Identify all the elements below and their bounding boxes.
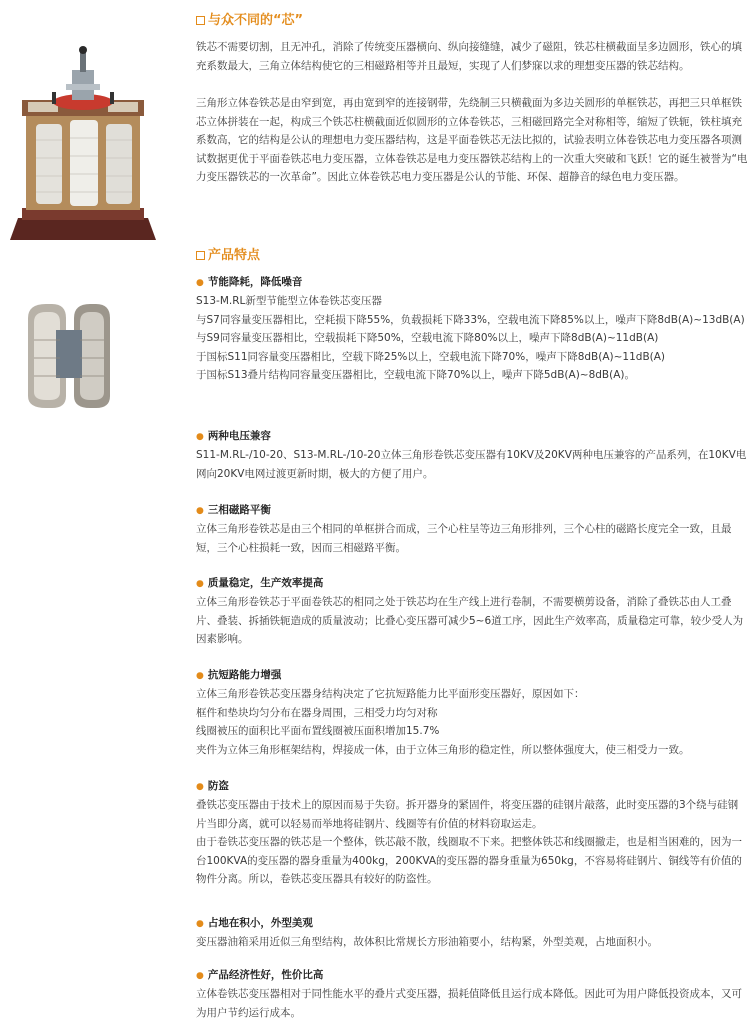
feature-heading: ● 两种电压兼容	[196, 430, 271, 442]
feature-body: 立体三角形卷铁芯于平面卷铁芯的相同之处于铁芯均在生产线上进行卷制，不需要横剪设备，消除了叠铁芯由人工叠片、叠装、拆插铁轭造成的质量波动；比叠心变压器可减少5~6道工序，因此生产效率高，质量稳定可靠，较少受人为因素影响。	[196, 596, 744, 646]
core-intro-paragraph: 铁芯不需要切割，且无冲孔，消除了传统变压器横向、纵向接缝缝，减少了磁阻，铁芯柱横截面呈多边圆形，铁心的填充系数最大，三角立体结构使它的三相磁路相等并且最短，实现了人们梦寐以求的理想变压器的铁芯结构。	[196, 41, 742, 72]
product-images	[0, 0, 190, 1030]
bullet-dot-icon: ●	[196, 278, 204, 288]
section-title-features: 产品特点	[196, 244, 260, 263]
bullet-dot-icon: ●	[196, 671, 204, 681]
feature-body: 立体三角形卷铁芯变压器身结构决定了它抗短路能力比平面形变压器好，原因如下： 框件和垫块均匀分布在器身周围，三相受力均匀对称 线圈被压的面积比平面布置线圈被压面积增加15.7% 夹件为立体三角形框架结构，焊接成一体，由于立体三角形的稳定性，所以整体强度大，使三相受力一致。	[196, 688, 690, 756]
transformer-photo	[8, 40, 158, 250]
feature-heading: ● 防盗	[196, 780, 229, 792]
content-column	[196, 0, 748, 1030]
bullet-dot-icon: ●	[196, 579, 204, 589]
feature-heading: ● 占地在积小，外型美观	[196, 917, 313, 929]
feature-heading: ● 产品经济性好，性价比高	[196, 969, 324, 981]
feature-body: 立体卷铁芯变压器相对于同性能水平的叠片式变压器，损耗值降低且运行成本降低。因此可为用户降低投资成本，又可为用户节约运行成本。	[196, 988, 742, 1019]
section-title-core: 与众不同的“芯”	[196, 9, 303, 28]
feature-heading: ● 质量稳定，生产效率提高	[196, 577, 324, 589]
bullet-dot-icon: ●	[196, 782, 204, 792]
bullet-dot-icon: ●	[196, 919, 204, 929]
core-detail-paragraph: 三角形立体卷铁芯是由窄到宽，再由宽到窄的连接钢带，先绕制三只横截面为多边关圆形的单框铁芯，再把三只单框铁芯立体拼装在一起，构成三个铁芯柱横截面近似圆形的立体卷铁芯，三相磁回路完全对称相等，缩短了铁轭，铁柱填充系数高，它的结构是公认的理想电力变压器结构，这是平面卷铁芯无法比拟的，试验表明立体卷铁芯电力变压器各项测试数据更优于平面卷铁芯电力变压器，立体卷铁芯是电力变压器铁芯结构上的一次重大突破和飞跃！它的诞生被誉为“电力变压器铁芯的一次革命”。因此立体卷铁芯电力变压器是公认的节能、环保、超静音的绿色电力变压器。	[196, 97, 748, 184]
square-bullet-icon	[196, 251, 205, 260]
bullet-dot-icon: ●	[196, 971, 204, 981]
feature-heading: ● 抗短路能力增强	[196, 669, 282, 681]
feature-heading: ● 三相磁路平衡	[196, 504, 271, 516]
feature-body: 立体三角形卷铁芯是由三个相同的单框拼合而成，三个心柱呈等边三角形排列，三个心柱的磁路长度完全一致，且最短，三个心柱损耗一致，因而三相磁路平衡。	[196, 523, 732, 554]
feature-body: 叠铁芯变压器由于技术上的原因而易于失窃。拆开器身的紧固件，将变压器的硅钢片敲落，此时变压器的3个绕与硅钢片当即分离，就可以轻易而举地将硅钢片、线圈等有价值的材料窃取运走。 由于卷铁芯变压器的铁芯是一个整体，铁芯敲不散，线圈取不下来。把整体铁芯和线圈撤走，也是相当困难的，因为一台100KVA的变压器的器身重量为400kg，200KVA的变压器的器身重量为650kg，不容易将硅钢片、铜线等有价值的物件分离。所以，卷铁芯变压器具有较好的防盗性。	[196, 799, 742, 886]
feature-body: 变压器油箱采用近似三角型结构，故体积比常规长方形油箱要小，结构紧，外型美观，占地面积小。	[196, 936, 658, 948]
feature-body: S13-M.RL新型节能型立体卷铁芯变压器 与S7同容量变压器相比，空耗损下降55%，负载损耗下降33%，空载电流下降85%以上，噪声下降8dB(A)~13dB(A) 与S9同容量变压器相比，空载损耗下降50%，空载电流下降80%以上，噪声下降8dB(A)~11dB(A) 于国标S11同容量变压器相比，空载下降25%以上，空载电流下降70%，噪声下降8dB(A)~11dB(A) 于国标S13叠片结构同容量变压器相比，空载电流下降70%以上，噪声下降5dB(A)~8dB(A)。	[196, 295, 745, 382]
bullet-dot-icon: ●	[196, 432, 204, 442]
feature-body: S11-M.RL-/10-20、S13-M.RL-/10-20立体三角形卷铁芯变压器有10KV及20KV两种电压兼容的产品系列，在10KV电网向20KV电网过渡更新时期，极大的方便了用户。	[196, 449, 747, 480]
bullet-dot-icon: ●	[196, 506, 204, 516]
feature-heading: ● 节能降耗，降低噪音	[196, 276, 303, 288]
square-bullet-icon	[196, 16, 205, 25]
wound-core-photo	[16, 300, 116, 410]
